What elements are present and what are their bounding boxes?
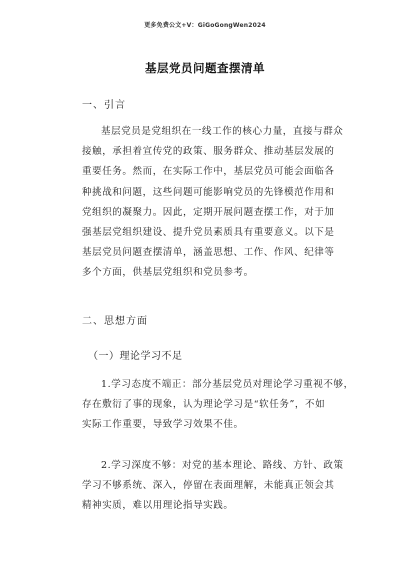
subsection-heading-theory: （一）理论学习不足 xyxy=(88,351,183,362)
paragraph-line: 精神实质，难以用理论指导实践。 xyxy=(82,500,234,512)
item-paragraph-1 xyxy=(82,375,354,436)
paragraph-line: 存在敷衍了事的现象，认为理论学习是“软任务”，不如 xyxy=(82,399,326,411)
paragraph-line: 党组织的凝聚力。因此，定期开展问题查摆工作，对于加 xyxy=(82,206,335,218)
paragraph-line: 实际工作重要，导致学习效果不佳。 xyxy=(82,419,244,431)
paragraph-line: 强基层党组织建设、提升党员素质具有重要意义。以下是 xyxy=(82,226,335,238)
intro-paragraph xyxy=(82,122,344,284)
section-heading-intro: 一、引言 xyxy=(82,100,126,111)
document-title: 基层党员问题查摆清单 xyxy=(145,61,265,75)
paragraph-line: 2.学习深度不够：对党的基本理论、路线、方针、政策 xyxy=(101,460,344,471)
paragraph-line: 种挑战和问题，这些问题可能影响党员的先锋模范作用和 xyxy=(82,186,335,198)
paragraph-line: 基层党员问题查摆清单，涵盖思想、工作、作风、纪律等 xyxy=(82,247,335,259)
section-heading-ideology: 二、思想方面 xyxy=(82,316,148,327)
paragraph-line: 重要任务。然而，在实际工作中，基层党员可能会面临各 xyxy=(82,166,335,178)
paragraph-line: 多个方面，供基层党组织和党员参考。 xyxy=(82,267,254,279)
paragraph-line: 接触，承担着宣传党的政策、服务群众、推动基层发展的 xyxy=(82,146,335,158)
paragraph-line: 基层党员是党组织在一线工作的核心力量，直接与群众 xyxy=(101,126,344,137)
paragraph-line: 学习不够系统、深入，停留在表面理解，未能真正领会其 xyxy=(82,480,335,492)
item-paragraph-2 xyxy=(82,456,344,517)
header-watermark: 更多免费公文+V：GiGoGongWen2024 xyxy=(144,22,266,29)
paragraph-line: 1.学习态度不端正：部分基层党员对理论学习重视不够， xyxy=(101,379,354,390)
